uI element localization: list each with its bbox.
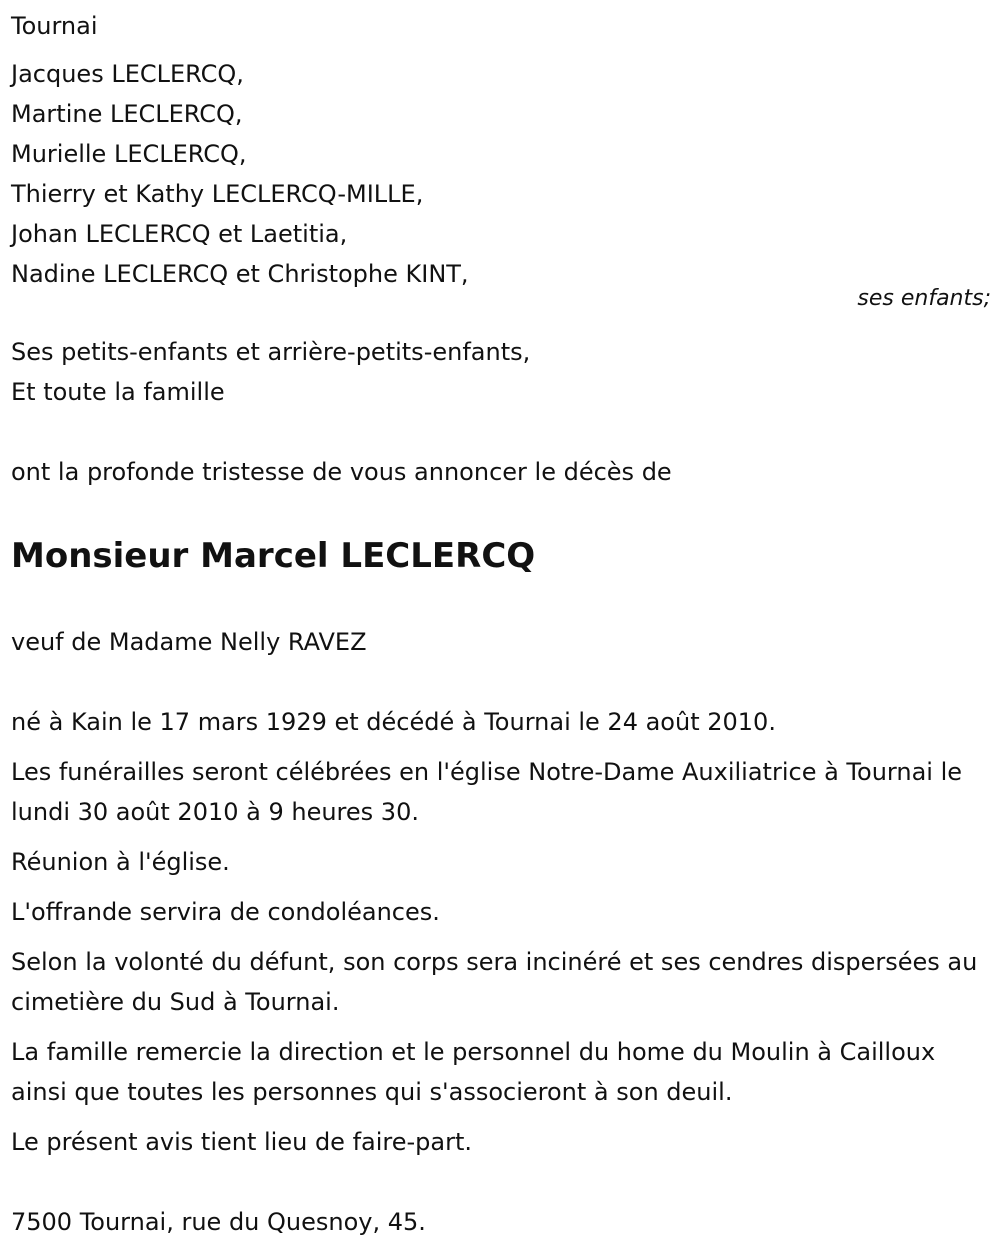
family-member: Johan LECLERCQ et Laetitia, (11, 220, 348, 248)
family-member: Jacques LECLERCQ, (11, 60, 244, 88)
family-member: Martine LECLERCQ, (11, 100, 243, 128)
meeting-paragraph: Réunion à l'église. (11, 848, 230, 876)
cremation-paragraph: Selon la volonté du défunt, son corps sera incinéré et ses cendres dispersées au cimetière du Sud à Tournai. (11, 948, 978, 1016)
birth-death-text: né à Kain le 17 mars 1929 et décédé à Tournai le 24 août 2010. (11, 708, 776, 736)
address-text: 7500 Tournai, rue du Quesnoy, 45. (11, 1208, 426, 1236)
announcement-text: ont la profonde tristesse de vous annoncer le décès de (11, 458, 672, 486)
relatives-line: Et toute la famille (11, 378, 225, 406)
deceased-name: Monsieur Marcel LECLERCQ (11, 536, 536, 576)
obituary-notice (11, 0, 991, 1242)
city-heading: Tournai (11, 12, 98, 40)
family-member: Murielle LECLERCQ, (11, 140, 247, 168)
family-member: Nadine LECLERCQ et Christophe KINT, (11, 260, 469, 288)
notice-paragraph: Le présent avis tient lieu de faire-part. (11, 1128, 473, 1156)
children-role-label: ses enfants; (857, 286, 991, 311)
widower-of-text: veuf de Madame Nelly RAVEZ (11, 628, 367, 656)
family-member: Thierry et Kathy LECLERCQ-MILLE, (11, 180, 424, 208)
relatives-line: Ses petits-enfants et arrière-petits-enfants, (11, 338, 531, 366)
family-list (11, 54, 991, 294)
funeral-paragraph: Les funérailles seront célébrées en l'église Notre-Dame Auxiliatrice à Tournai le lundi 30 août 2010 à 9 heures 30. (11, 758, 962, 826)
relatives-block (11, 332, 991, 412)
thanks-paragraph: La famille remercie la direction et le personnel du home du Moulin à Cailloux ainsi que toutes les personnes qui s'associeront à son deuil. (11, 1038, 936, 1106)
offering-paragraph: L'offrande servira de condoléances. (11, 898, 440, 926)
